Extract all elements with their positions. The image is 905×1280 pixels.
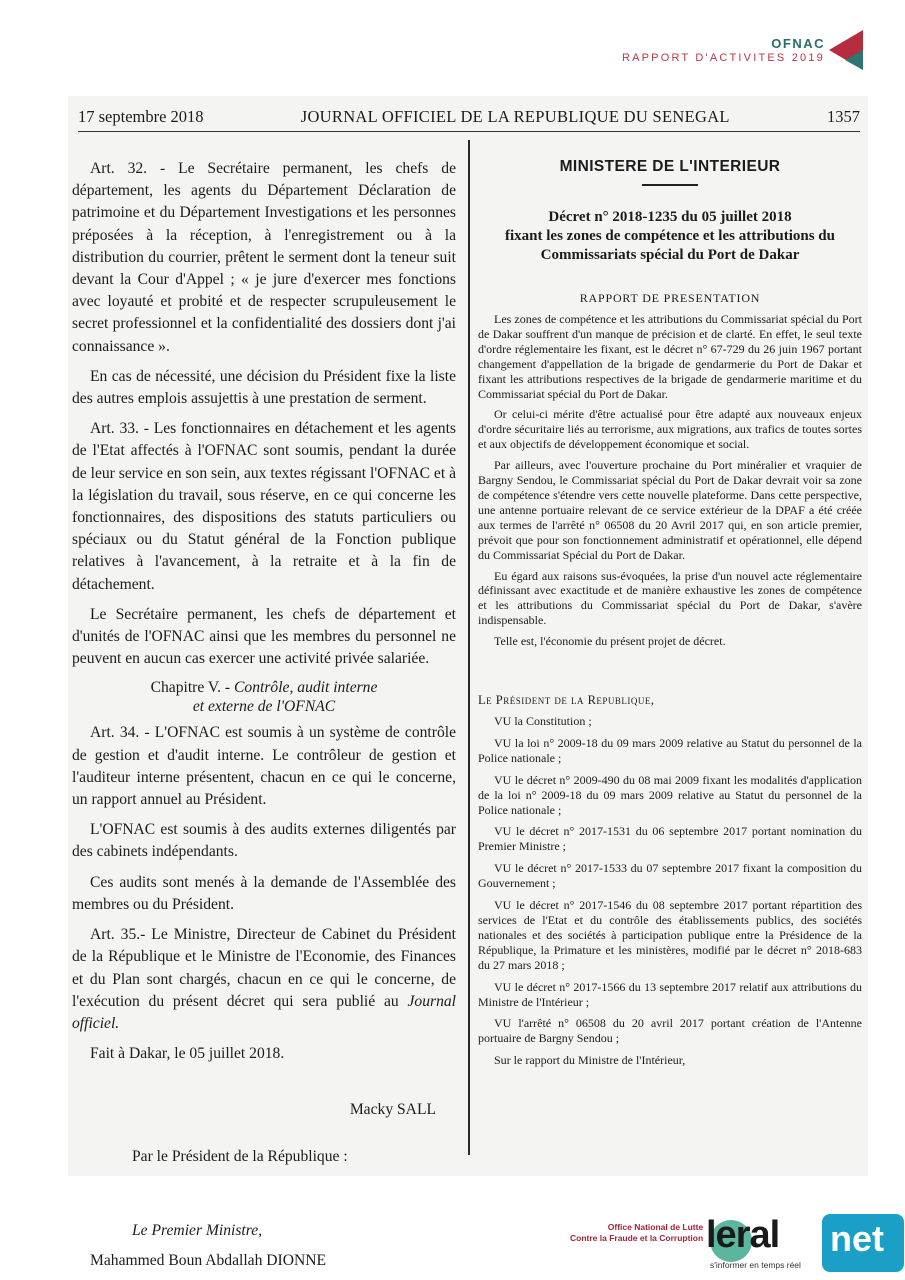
visa-item: VU la loi n° 2009-18 du 09 mars 2009 relative au Statut du personnel de la Police nationale ; xyxy=(478,735,862,765)
column-divider xyxy=(468,140,470,1155)
visa-item: VU le décret n° 2017-1533 du 07 septembre 2017 fixant la composition du Gouvernement ; xyxy=(478,861,862,891)
visa-item: VU la Constitution ; xyxy=(494,714,592,729)
decree-title-line-2: fixant les zones de compétence et les attributions du xyxy=(505,228,835,244)
president-heading: Le Président de la Republique, xyxy=(478,693,655,708)
rapport-body xyxy=(478,312,862,649)
decree-title-line-3: Commissariats spécial du Port de Dakar xyxy=(540,247,800,263)
chapter-prefix: Chapitre V. - xyxy=(150,679,235,697)
decree-title xyxy=(478,208,862,265)
leral-logo-text: leral xyxy=(706,1214,780,1256)
left-column xyxy=(72,158,456,1272)
rapport-paragraph: Par ailleurs, avec l'ouverture prochaine du Port minéralier et vraquier de Bargny Sendou, le Commissariat spécial du Port de Dakar devrait voir sa zone de compétence s'étendre vers cette nouvelle plateforme. Dans cette perspective, une antenne portuaire relevant de ce service extérieur de la DPAF a été créée aux termes de l'arrêté n° 06508 du 20 Avril 2017 qui, en son article premier, prévoit que pour son fonctionnement administratif et opérationnel, elle dépend du Commissariat Spécial du Port de Dakar. xyxy=(478,458,862,562)
decree-title-line-1: Décret n° 2018-1235 du 05 juillet 2018 xyxy=(548,209,792,225)
ofnac-footer-label xyxy=(570,1222,703,1244)
article-33-continued: Le Secrétaire permanent, les chefs de département et d'unités de l'OFNAC ainsi que les membres du personnel ne peuvent en aucun cas exercer une activité privée salariée. xyxy=(72,605,456,668)
journal-header xyxy=(78,107,860,127)
page-number: 1357 xyxy=(827,107,860,126)
chapter-title-1: Contrôle, audit interne xyxy=(234,679,378,697)
visa-item: VU le décret n° 2009-490 du 08 mai 2009 fixant les modalités d'application de la loi n° 2009-18 du 09 mars 2009 relative au Statut du personnel de la Police nationale ; xyxy=(478,772,862,817)
ofnac-footer-line-1: Office National de Lutte xyxy=(607,1222,704,1232)
org-name: OFNAC xyxy=(771,36,825,51)
article-34: Art. 34. - L'OFNAC est soumis à un système de contrôle de gestion et d'audit interne. Le contrôleur de gestion et l'auditeur interne présentent, chacun en ce qui le concerne, un rapport annuel au Président. xyxy=(72,724,456,809)
article-32-continued: En cas de nécessité, une décision du Président fixe la liste des autres emplois assujettis à une prestation de serment. xyxy=(72,367,456,408)
article-35-text: Art. 35.- Le Ministre, Directeur de Cabinet du Président de la République et le Ministre de l'Economie, des Finances et du Plan sont chargés, chacun en ce qui le concerne, de l'exécution du présent décret qui sera publié au xyxy=(72,926,456,1010)
right-column xyxy=(478,158,862,1075)
journal-officiel-ref: Journal officiel. xyxy=(72,992,456,1032)
signer-name: Macky SALL xyxy=(349,1101,436,1119)
report-title: RAPPORT D'ACTIVITES 2019 xyxy=(621,52,825,64)
visa-item: VU l'arrêté n° 06508 du 20 avril 2017 portant création de l'Antenne portuaire de Bargny Sendou ; xyxy=(478,1016,862,1046)
visa-item: VU le décret n° 2017-1566 du 13 septembre 2017 relatif aux attributions du Ministre de l'Intérieur ; xyxy=(478,979,862,1009)
article-34-audit-request: Ces audits sont menés à la demande de l'Assemblée des membres ou du Président. xyxy=(72,873,456,913)
chapter-heading xyxy=(72,678,456,716)
rapport-paragraph: Or celui-ci mérite d'être actualisé pour être adapté aux nouveaux enjeux d'ordre sécuritaire liés au terrorisme, aux migrations, aux trafics de toutes sortes et aux objectifs de développement économique et social. xyxy=(478,407,862,452)
header-rule xyxy=(78,131,860,132)
visa-item: VU le décret n° 2017-1531 du 06 septembre 2017 portant nomination du Premier Ministre ; xyxy=(478,824,862,854)
prime-minister-title: Le Premier Ministre, xyxy=(132,1221,263,1239)
rapport-paragraph: Les zones de compétence et les attributions du Commissariat spécial du Port de Dakar souffrent d'un manque de précision et de clarté. En effet, le seul texte d'ordre réglementaire les fixant, est le décret n° 67-729 du 26 juin 1967 portant changement d'appellation de la brigade de gendarmerie du Port de Dakar et fixant les attributions respectives de la brigade de gendarmerie maritime et du Commissariat spécial du Port de Dakar. xyxy=(478,312,862,401)
journal-date: 17 septembre 2018 xyxy=(78,107,204,126)
net-logo-text: net xyxy=(830,1218,884,1259)
rapport-paragraph: Telle est, l'économie du présent projet de décret. xyxy=(494,634,726,649)
chapter-title-2: et externe de l'OFNAC xyxy=(192,698,336,716)
ofnac-footer-line-2: Contre la Fraude et la Corruption xyxy=(570,1233,704,1243)
rapport-heading: RAPPORT DE PRESENTATION xyxy=(579,291,761,305)
ministry-underline xyxy=(642,184,698,186)
footer-logos xyxy=(560,1212,905,1280)
signing-place-date: Fait à Dakar, le 05 juillet 2018. xyxy=(90,1045,285,1063)
report-branding xyxy=(622,36,825,64)
rapport-paragraph: Eu égard aux raisons sus-évoquées, la prise d'un nouvel acte réglementaire définissant avec exactitude et de manière exhaustive les zones de compétence et les attributions du Commissariat spécial du Port de Dakar, s'avère indispensable. xyxy=(478,568,862,628)
visas-list xyxy=(478,714,862,1068)
by-president: Par le Président de la République : xyxy=(132,1147,348,1165)
journal-title: JOURNAL OFFICIEL DE LA REPUBLIQUE DU SENEGAL xyxy=(300,107,730,126)
ministry-heading: MINISTERE DE L'INTERIEUR xyxy=(559,158,781,175)
article-34-external-audits: L'OFNAC est soumis à des audits externes diligentés par des cabinets indépendants. xyxy=(72,821,456,861)
visa-item: Sur le rapport du Ministre de l'Intérieur, xyxy=(494,1053,686,1068)
corner-logo-accent-icon xyxy=(845,50,863,70)
article-33: Art. 33. - Les fonctionnaires en détachement et les agents de l'Etat affectés à l'OFNAC sont soumis, pendant la durée de leur service en son sein, aux textes régissant l'OFNAC et à la législation du travail, sous réserve, en ce qui concerne les fonctionnaires, des dispositions des statuts particuliers ou spéciaux ou du Statut général de la Fonction publique relatives à l'avancement, à la retraite et à la fin de détachement. xyxy=(72,420,456,593)
prime-minister-name: Mahammed Boun Abdallah DIONNE xyxy=(90,1251,327,1269)
visa-item: VU le décret n° 2017-1546 du 08 septembre 2017 portant répartition des services de l'Etat et du contrôle des établissements publics, des sociétés nationales et des sociétés à participation publique entre la Présidence de la République, la Primature et les ministères, modifié par le décret n° 2018-683 du 27 mars 2018 ; xyxy=(478,898,862,972)
leral-tagline: s'informer en temps réel xyxy=(710,1260,801,1270)
article-35 xyxy=(72,924,456,1035)
article-32: Art. 32. - Le Secrétaire permanent, les chefs de département, les agents du Département Déclaration de patrimoine et du Département Investigations et les personnes préposées à la réception, à l'enregistrement ou à la distribution du courrier, prêtent le serment dont la teneur suit devant la Cour d'Appel ; « je jure d'exercer mes fonctions avec loyauté et probité et de respecter scrupuleusement le secret professionnel et la confidentialité des dossiers dont j'ai connaissance ». xyxy=(72,160,456,355)
